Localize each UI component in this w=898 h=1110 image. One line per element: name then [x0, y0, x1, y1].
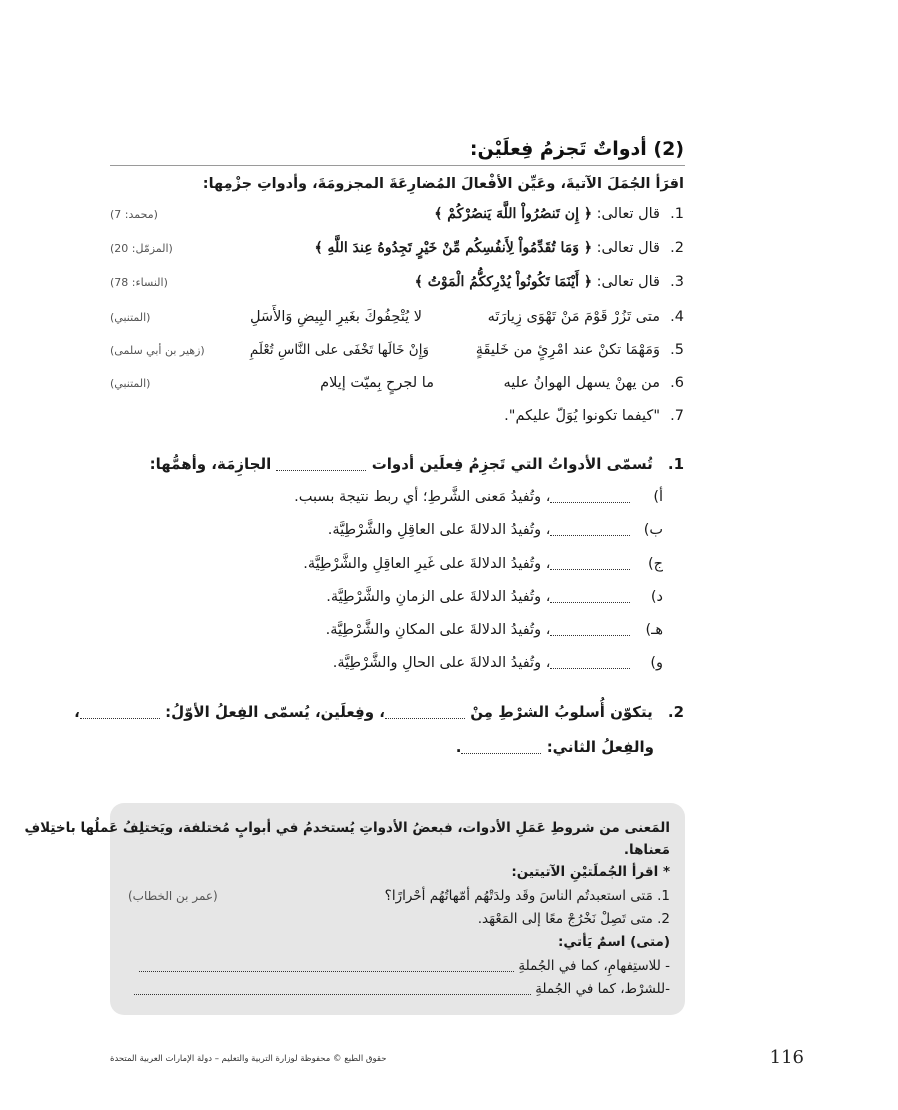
sentence-row: [100, 342, 684, 368]
question-2: [74, 703, 684, 721]
sentence-source: (المتنبي): [110, 311, 151, 324]
sentence-number: 2.: [670, 240, 684, 256]
answer-blank[interactable]: [134, 983, 531, 995]
note-line: مَعناها.: [623, 842, 670, 858]
option-text: ، وتُفيدُ الدلالةَ على العاقِلِ والشَّرْطِيَّة.: [327, 522, 551, 538]
sentence-number: 6.: [670, 375, 684, 391]
sentence-number: 3.: [670, 274, 684, 290]
question-text: .: [455, 738, 462, 756]
sentence-text: [314, 240, 660, 256]
answer-option: [326, 589, 663, 605]
option-text: ، وتُفيدُ الدلالةَ على الحالِ والشَّرْطِيَّة.: [332, 655, 551, 671]
question-number: 2.: [667, 703, 684, 721]
quran-verse: ﴿ وَمَا تُقَدِّمُواْ لِأَنفُسِكُم مِّنْ خَيْرٍ تَجِدُوهُ عِندَ اللَّهِ ﴾: [314, 240, 593, 256]
answer-blank[interactable]: [550, 524, 630, 536]
note-sentence: 2. متى تَصِلْ نَخْرُجْ معًا إلى المَعْهَد.: [477, 911, 670, 927]
answer-blank[interactable]: [550, 591, 630, 603]
sentence-source: (زهير بن أبي سلمى): [110, 344, 205, 357]
note-use-label: - للاستِفهامِ، كما في الجُملةِ: [518, 958, 670, 974]
quote-intro: قال تعالى:: [592, 274, 660, 290]
sentence-row: [100, 206, 684, 232]
answer-blank[interactable]: [550, 558, 630, 570]
answer-blank[interactable]: [550, 624, 630, 636]
poem-hemistich-first: وَمَهْمَا تكنْ عند امْرِئٍ من خَليقَةٍ: [475, 342, 660, 358]
question-text: ،: [74, 703, 80, 721]
answer-option: [326, 622, 663, 638]
sentence-number: 7.: [670, 408, 684, 424]
title-divider: [110, 165, 685, 166]
question-text: يتكوّن أُسلوبُ الشرْطِ مِنْ: [470, 703, 653, 721]
option-text: ، وتُفيدُ الدلالةَ على الزمانِ والشَّرْطِيَّة.: [326, 589, 551, 605]
option-text: ، وتُفيدُ مَعنى الشَّرطِ؛ أي ربط نتيجة بسبب.: [294, 489, 551, 505]
answer-blank[interactable]: [461, 742, 541, 754]
option-letter: و): [650, 655, 663, 671]
sentence-text: "كيفما تكونوا يُوَلّ عليكم".: [504, 408, 660, 424]
sentence-source: (النساء: 78): [110, 276, 168, 289]
answer-blank[interactable]: [80, 707, 160, 719]
note-conclusion: (متى) اسمٌ يَأتي:: [557, 934, 670, 950]
note-line: المَعنى من شروطِ عَمَلِ الأدوات، فبعضُ الأدواتِ يُستخدمُ في أبوابٍ مُختلفة، ويَختلِفُ عَملُها باختِلافِ: [24, 820, 670, 836]
answer-blank[interactable]: [276, 459, 366, 471]
question-text: ، وفِعلَين، يُسمّى الفِعلُ الأوّلُ:: [165, 703, 385, 721]
answer-option: [294, 489, 663, 505]
sentence-row: [100, 274, 684, 300]
sentence-row: [100, 309, 684, 335]
option-letter: هـ): [645, 622, 663, 638]
answer-option: [303, 556, 663, 572]
sentence-row: [100, 375, 684, 401]
sentence-row: [100, 240, 684, 266]
sentence-text: [434, 206, 660, 222]
sentence-row: [100, 408, 684, 434]
sentence-source: (محمد: 7): [110, 208, 158, 221]
quran-verse: ﴿ إِن تَنصُرُواْ اللَّهَ يَنصُرْكُمْ ﴾: [434, 206, 593, 222]
option-text: ، وتُفيدُ الدلالةَ على غَيرِ العاقِلِ والشَّرْطِيَّة.: [303, 556, 551, 572]
note-sentence: 1. مَتى استعبدتُم الناسَ وقَد ولدَتْهُم أمّهاتُهُم أحْرارًا؟: [384, 888, 670, 904]
option-letter: ج): [647, 556, 663, 572]
quote-intro: قال تعالى:: [592, 240, 660, 256]
quote-intro: قال تعالى:: [592, 206, 660, 222]
sentence-number: 5.: [670, 342, 684, 358]
answer-option: [333, 655, 663, 671]
poem-hemistich-second: وَإِنْ خَالَها تَخْفَى على النَّاسِ تُعْلَمِ: [249, 342, 429, 358]
answer-option: [328, 522, 663, 538]
answer-blank[interactable]: [139, 960, 514, 972]
poem-hemistich-first: متى تَزُرْ قَوْمَ مَنْ تَهْوَى زِيارَتَه: [487, 309, 660, 325]
section-title: (2) أدواتٌ تَجزمُ فِعلَيْن:: [469, 138, 684, 160]
quran-verse: ﴿ أَيْنَمَا تَكُونُواْ يُدْرِككُّمُ الْمَوْتُ ﴾: [414, 274, 593, 290]
note-use-label: -للشرْط، كما في الجُملةِ: [535, 981, 670, 997]
section-instruction: اقرَأ الجُمَلَ الآتيةَ، وعَيِّن الأفْعالَ المُضارِعَةَ المجزومَةَ، وأدواتِ جزْمِها:: [202, 176, 684, 192]
note-use: [134, 981, 670, 997]
question-1: [150, 455, 684, 473]
poem-hemistich-first: من يهنْ يسهل الهوانُ عليه: [503, 375, 660, 391]
question-text: الجازِمَة، وأهمُّها:: [149, 455, 272, 473]
answer-blank[interactable]: [550, 657, 630, 669]
sentence-source: (المتنبي): [110, 377, 151, 390]
answer-blank[interactable]: [550, 491, 630, 503]
question-2-line-2: [456, 738, 654, 756]
option-letter: د): [650, 589, 663, 605]
sentence-number: 1.: [670, 206, 684, 222]
sentence-text: [415, 274, 660, 290]
option-letter: ب): [643, 522, 663, 538]
note-instruction: * اقرأ الجُملَتيْنِ الآتيتين:: [511, 864, 670, 880]
answer-blank[interactable]: [385, 707, 465, 719]
copyright-notice: حقوق الطبع © محفوظة لوزارة التربية والتعليم – دولة الإمارات العربية المتحدة: [110, 1054, 387, 1064]
poem-hemistich-second: ما لجرحٍ بِميّت إيلام: [320, 375, 434, 391]
option-text: ، وتُفيدُ الدلالةَ على المكانِ والشَّرْطِيَّة.: [325, 622, 551, 638]
sentence-source: (المزمّل: 20): [110, 242, 173, 255]
note-use: [139, 958, 670, 974]
question-text: تُسمّى الأدواتُ التي تَجزِمُ فِعلَين أدوات: [371, 455, 653, 473]
sentence-number: 4.: [670, 309, 684, 325]
question-text: والفِعلُ الثاني:: [546, 738, 654, 756]
note-source: (عمر بن الخطاب): [128, 889, 218, 903]
option-letter: أ): [653, 489, 663, 505]
question-number: 1.: [667, 455, 684, 473]
poem-hemistich-second: لا يُتْحِفُوكَ بغَيرِ البِيضِ وَالأَسَلِ: [249, 309, 422, 325]
page-number: 116: [769, 1047, 804, 1068]
